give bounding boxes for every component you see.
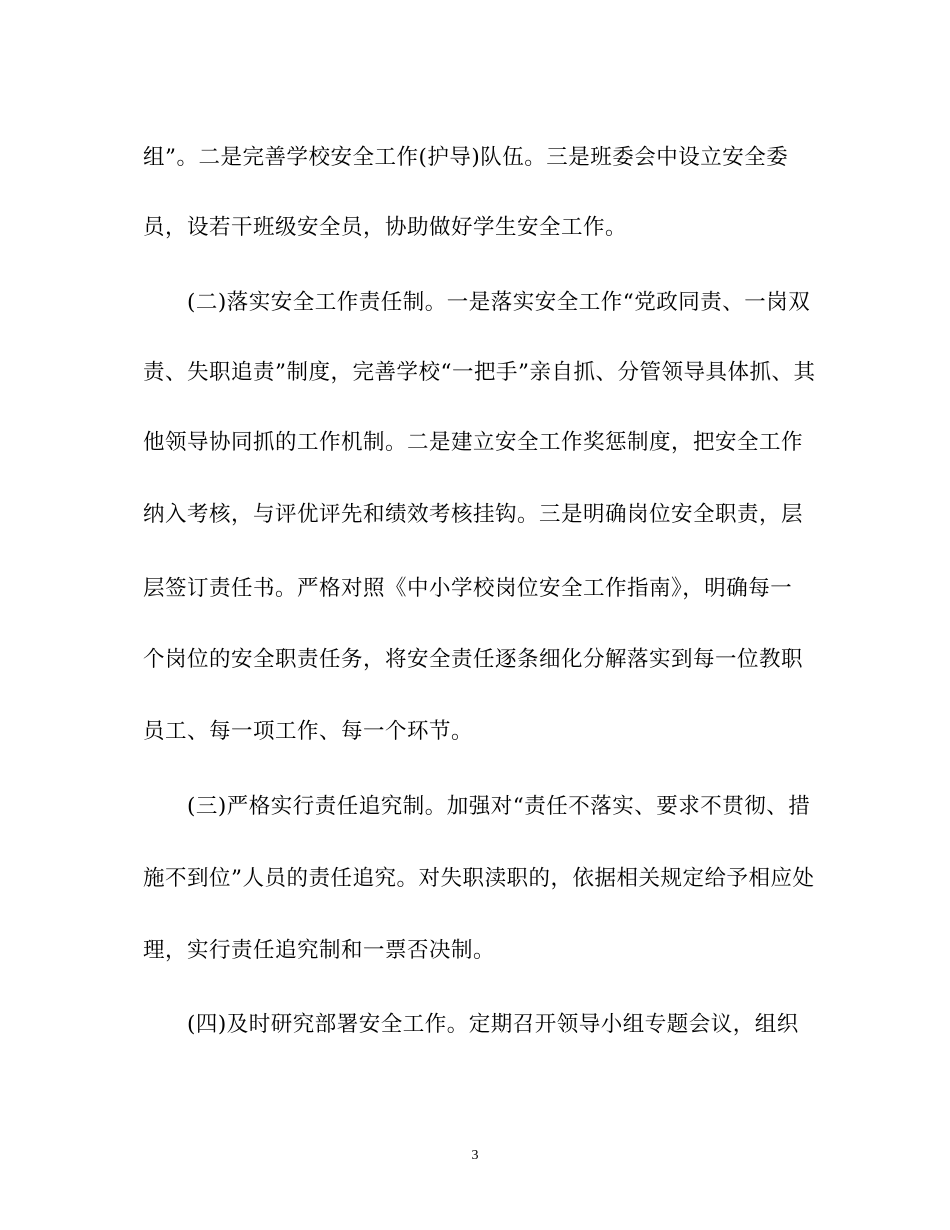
text-line: (三)严格实行责任追究制。加强对“责任不落实、要求不贯彻、措 <box>143 794 811 819</box>
text-line: (二)落实安全工作责任制。一是落实安全工作“党政同责、一岗双 <box>143 290 811 315</box>
text-line: 层签订责任书。严格对照《中小学校岗位安全工作指南》，明确每一 <box>143 576 793 601</box>
text-line: 他领导协同抓的工作机制。二是建立安全工作奖惩制度，把安全工作 <box>143 430 804 455</box>
text-line: 个岗位的安全职责任务，将安全责任逐条细化分解落实到每一位教职 <box>143 647 804 672</box>
text-line: 纳入考核，与评优评先和绩效考核挂钩。三是明确岗位安全职责，层 <box>143 502 804 527</box>
text-line: 员，设若干班级安全员，协助做好学生安全工作。 <box>143 215 628 240</box>
text-line: (四)及时研究部署安全工作。定期召开领导小组专题会议，组织 <box>143 1012 799 1037</box>
text-line: 组”。二是完善学校安全工作(护导)队伍。三是班委会中设立安全委 <box>143 145 789 170</box>
text-line: 施不到位”人员的责任追究。对失职渎职的，依据相关规定给予相应处 <box>143 866 815 891</box>
page-number: 3 <box>471 1148 479 1163</box>
text-line: 责、失职追责”制度，完善学校“一把手”亲自抓、分管领导具体抓、其 <box>143 360 816 385</box>
text-line: 理，实行责任追究制和一票否决制。 <box>143 938 496 963</box>
text-line: 员工、每一项工作、每一个环节。 <box>143 719 474 744</box>
